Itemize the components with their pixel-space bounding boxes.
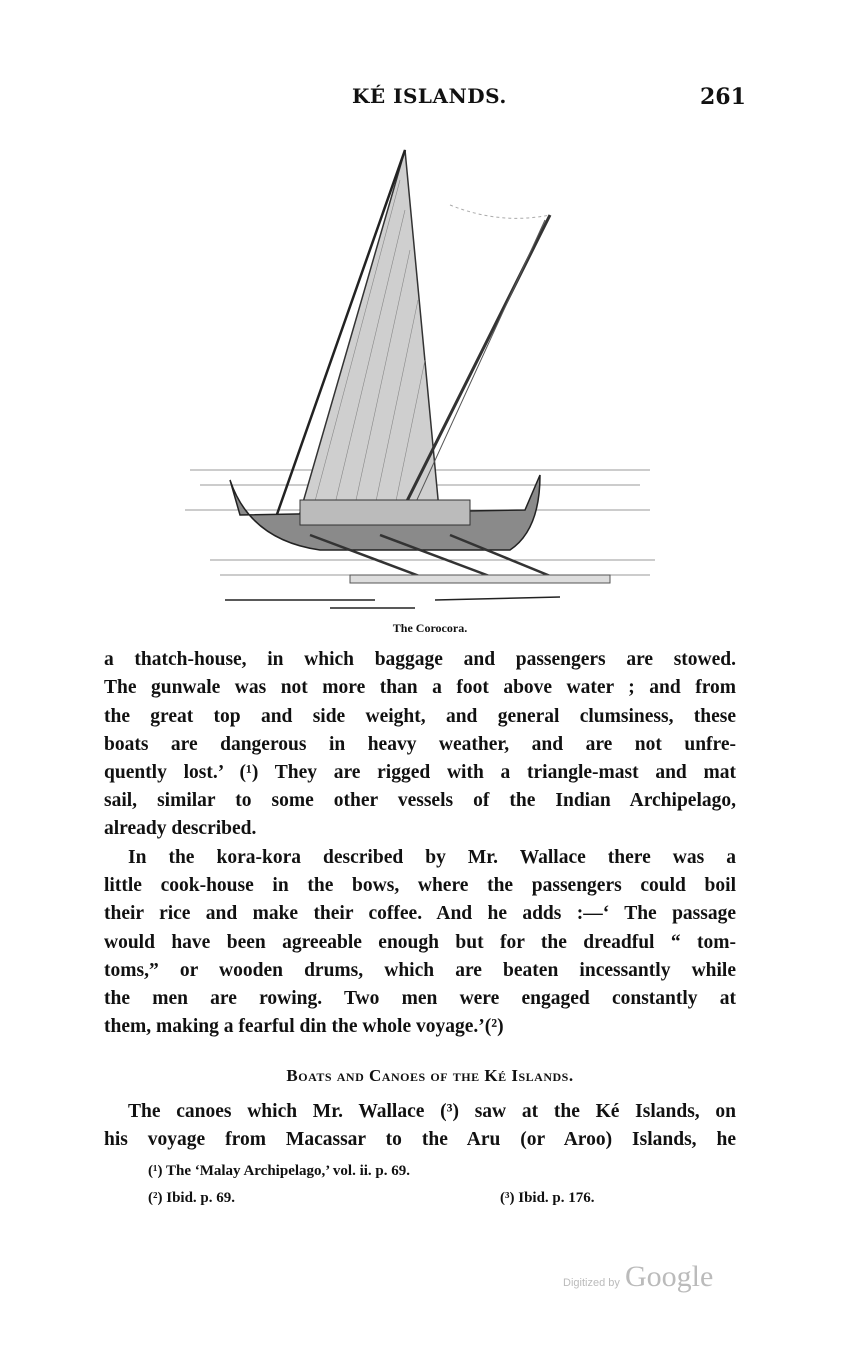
text-line: a thatch-house, in which baggage and passengers are stowed. [104, 649, 736, 670]
corocora-boat-illustration [180, 140, 660, 615]
text-line: already described. [104, 818, 257, 839]
watermark-prefix: Digitized by [563, 1277, 620, 1289]
text-line: boats are dangerous in heavy weather, and are not unfre- [104, 734, 736, 755]
text-line: The gunwale was not more than a foot above water ; and from [104, 677, 736, 698]
text-line: In the kora-kora described by Mr. Wallace there was a [128, 847, 736, 868]
text-line: their rice and make their coffee. And he adds :—‘ The passage [104, 903, 736, 924]
text-line: them, making a fearful din the whole voyage.’(²) [104, 1016, 504, 1037]
page-number: 261 [700, 84, 746, 110]
text-line: toms,” or wooden drums, which are beaten incessantly while [104, 960, 736, 981]
text-line: The canoes which Mr. Wallace (³) saw at the Ké Islands, on [128, 1101, 736, 1122]
section-heading: Boats and Canoes of the Ké Islands. [286, 1066, 574, 1085]
text-line: would have been agreeable enough but for the dreadful “ tom- [104, 932, 736, 953]
running-head: KÉ ISLANDS. [352, 84, 507, 108]
footnote-3: (³) Ibid. p. 176. [500, 1190, 595, 1206]
figure-caption: The Corocora. [392, 621, 468, 635]
text-line: the great top and side weight, and general clumsiness, these [104, 706, 736, 727]
text-line: quently lost.’ (¹) They are rigged with a triangle-mast and mat [104, 762, 736, 783]
text-line: his voyage from Macassar to the Aru (or Aroo) Islands, he [104, 1129, 736, 1150]
text-line: little cook-house in the bows, where the passengers could boil [104, 875, 736, 896]
footnote-2: (²) Ibid. p. 69. [148, 1190, 236, 1206]
text-line: sail, similar to some other vessels of the Indian Archipelago, [104, 790, 736, 811]
watermark-brand: Google [624, 1260, 714, 1293]
footnote-1: (¹) The ‘Malay Archipelago,’ vol. ii. p. 69. [148, 1163, 410, 1179]
text-line: the men are rowing. Two men were engaged constantly at [104, 988, 736, 1009]
google-watermark [563, 1260, 713, 1294]
